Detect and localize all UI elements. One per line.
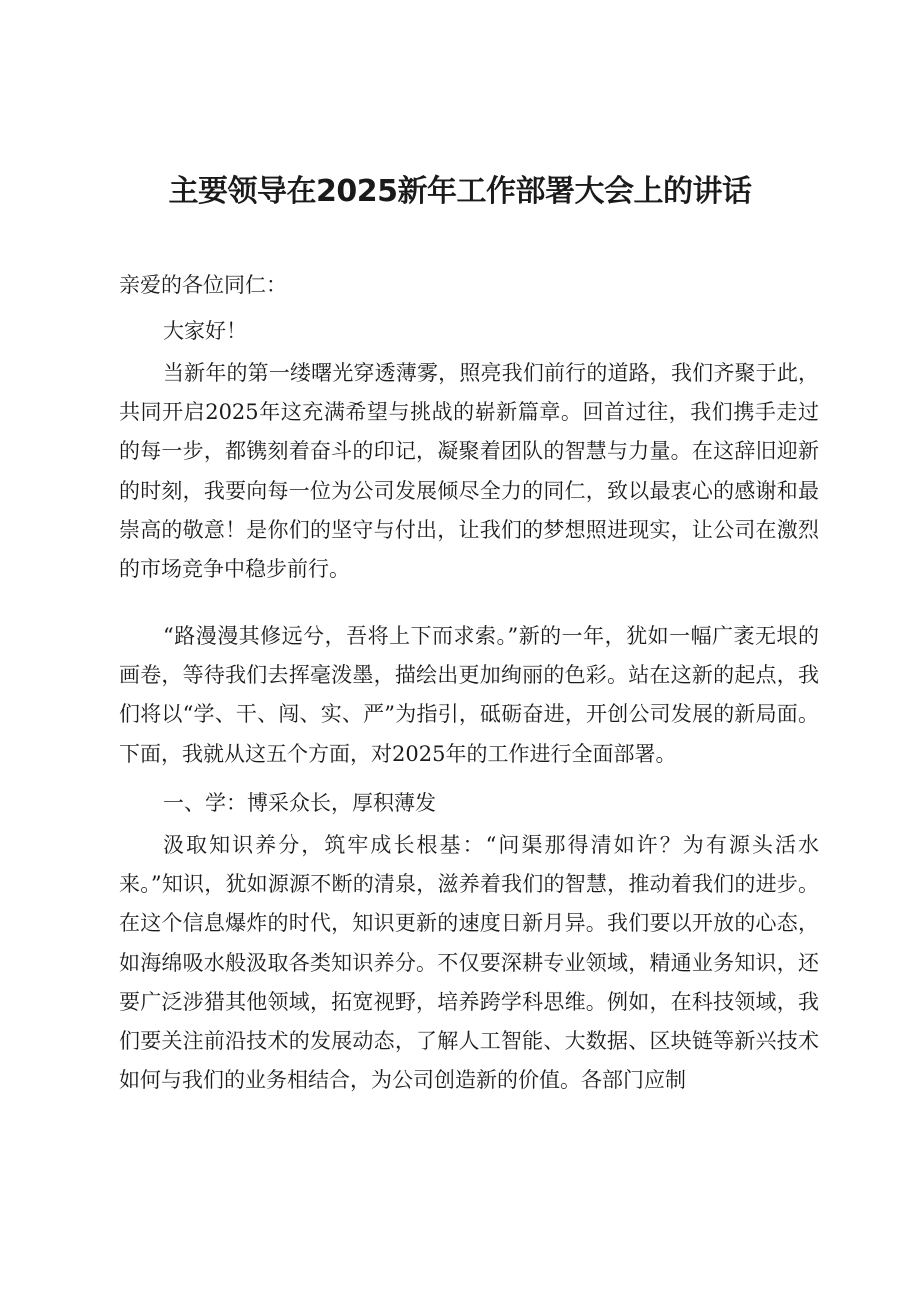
document-title: 主要领导在2025新年工作部署大会上的讲话 [168,174,752,209]
section-paragraph: 汲取知识养分，筑牢成长根基：“问渠那得清如许？为有源头活水来。”知识，犹如源源不断的清泉，滋养着我们的智慧，推动着我们的进步。在这个信息爆炸的时代，知识更新的速度日新月异。我们要以开放的心态，如海绵吸水般汲取各类知识养分。不仅要深耕专业领域，精通业务知识，还要广泛涉猎其他领域，拓宽视野，培养跨学科思维。例如，在科技领域，我们要关注前沿技术的发展动态，了解人工智能、大数据、区块链等新兴技术如何与我们的业务相结合，为公司创造新的价值。各部门应制 [119,833,819,1093]
body-paragraph: “路漫漫其修远兮，吾将上下而求索。”新的一年，犹如一幅广袤无垠的画卷，等待我们去挥毫泼墨，描绘出更加绚丽的色彩。站在这新的起点，我们将以“学、干、闯、实、严”为指引，砥砺奋进，开创公司发展的新局面。下面，我就从这五个方面，对2025年的工作进行全面部署。 [119,624,819,766]
salutation-line: 大家好！ [163,319,247,343]
section-heading: 一、学：博采众长，厚积薄发 [163,791,436,815]
greeting-line: 亲爱的各位同仁： [119,273,287,297]
body-paragraph: 当新年的第一缕曙光穿透薄雾，照亮我们前行的道路，我们齐聚于此，共同开启2025年这充满希望与挑战的崭新篇章。回首过往，我们携手走过的每一步，都镌刻着奋斗的印记，凝聚着团队的智慧与力量。在这辞旧迎新的时刻，我要向每一位为公司发展倾尽全力的同仁，致以最衷心的感谢和最崇高的敬意！是你们的坚守与付出，让我们的梦想照进现实，让公司在激烈的市场竞争中稳步前行。 [119,361,819,582]
